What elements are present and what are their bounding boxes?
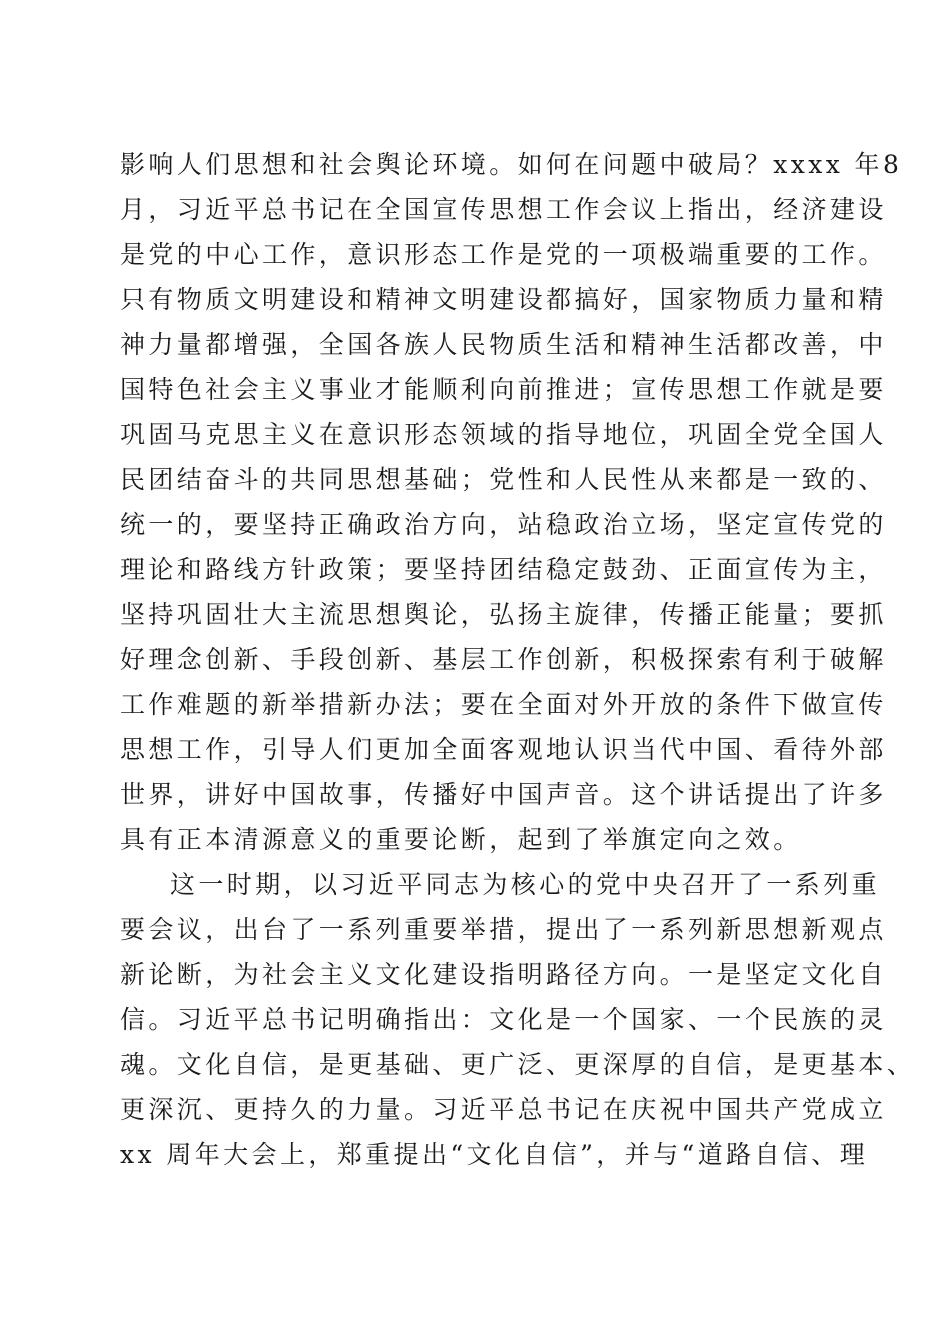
text-line: 世界，讲好中国故事，传播好中国声音。这个讲话提出了许多 bbox=[120, 780, 887, 809]
text-line: 统一的，要坚持正确政治方向，站稳政治立场，坚定宣传党的 bbox=[120, 510, 887, 539]
text-line: 具有正本清源意义的重要论断，起到了举旗定向之效。 bbox=[120, 825, 802, 854]
text-line: 信。习近平总书记明确指出：文化是一个国家、一个民族的灵 bbox=[120, 1005, 887, 1034]
text-line: 民团结奋斗的共同思想基础；党性和人民性从来都是一致的、 bbox=[120, 465, 887, 494]
text-line: 新论断，为社会主义文化建设指明路径方向。一是坚定文化自 bbox=[120, 960, 887, 989]
text-line: 好理念创新、手段创新、基层工作创新，积极探索有利于破解 bbox=[120, 645, 887, 674]
text-line: xx 周年大会上，郑重提出“文化自信”，并与“道路自信、理 bbox=[120, 1140, 869, 1169]
text-line: 国特色社会主义事业才能顺利向前推进；宣传思想工作就是要 bbox=[120, 375, 887, 404]
text-line: 巩固马克思主义在意识形态领域的指导地位，巩固全党全国人 bbox=[120, 420, 887, 449]
text-line: 要会议，出台了一系列重要举措，提出了一系列新思想新观点 bbox=[120, 915, 887, 944]
text-line: 魂。文化自信，是更基础、更广泛、更深厚的自信，是更基本、 bbox=[120, 1050, 916, 1079]
text-line: 更深沉、更持久的力量。习近平总书记在庆祝中国共产党成立 bbox=[120, 1095, 887, 1124]
text-line: 工作难题的新举措新办法；要在全面对外开放的条件下做宣传 bbox=[120, 690, 887, 719]
text-line: 影响人们思想和社会舆论环境。如何在问题中破局？xxxx 年8 bbox=[120, 150, 903, 179]
text-line: 神力量都增强，全国各族人民物质生活和精神生活都改善，中 bbox=[120, 330, 887, 359]
body-text bbox=[120, 142, 916, 1177]
text-line: 理论和路线方针政策；要坚持团结稳定鼓劲、正面宣传为主， bbox=[120, 555, 887, 584]
text-line: 是党的中心工作，意识形态工作是党的一项极端重要的工作。 bbox=[120, 240, 887, 269]
paragraph-start-line: 这一时期，以习近平同志为核心的党中央召开了一系列重 bbox=[170, 870, 881, 899]
text-line: 坚持巩固壮大主流思想舆论，弘扬主旋律，传播正能量；要抓 bbox=[120, 600, 887, 629]
text-line: 只有物质文明建设和精神文明建设都搞好，国家物质力量和精 bbox=[120, 285, 887, 314]
text-line: 思想工作，引导人们更加全面客观地认识当代中国、看待外部 bbox=[120, 735, 887, 764]
text-line: 月，习近平总书记在全国宣传思想工作会议上指出，经济建设 bbox=[120, 195, 887, 224]
